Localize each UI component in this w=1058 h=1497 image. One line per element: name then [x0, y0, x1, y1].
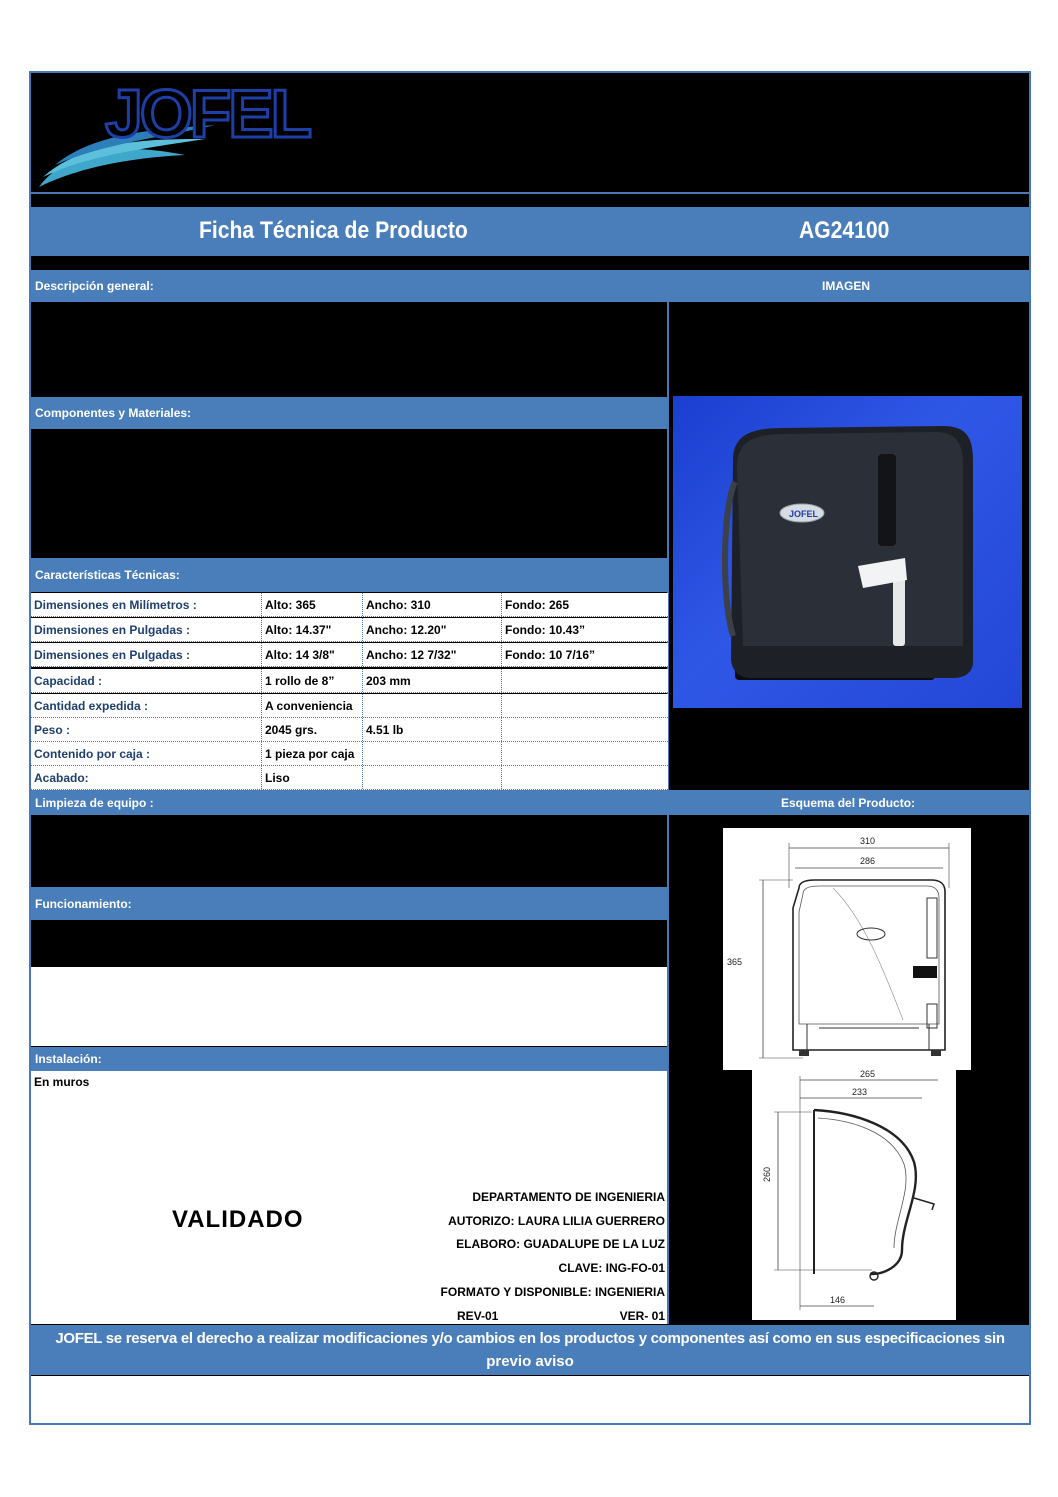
dim-width-outer: 310: [860, 836, 876, 846]
spec-value: Fondo: 10.43”: [501, 618, 668, 641]
spec-value: A conveniencia: [261, 694, 362, 717]
section-header-caracteristicas: Características Técnicas:: [31, 558, 667, 592]
spec-value: 203 mm: [362, 669, 501, 692]
logo-area: [31, 73, 1029, 194]
section-label-imagen: IMAGEN: [822, 279, 870, 293]
spec-value: Fondo: 265: [501, 593, 668, 616]
dim-bottom: 146: [830, 1295, 846, 1305]
spec-value: [501, 742, 668, 765]
spec-value: Liso: [261, 766, 362, 789]
spec-label: Cantidad expedida :: [34, 698, 149, 713]
spec-value: Ancho: 12.20": [362, 618, 501, 641]
spec-value: [501, 766, 668, 789]
schematic-side: [752, 1070, 956, 1320]
section-header-descripcion: [31, 270, 1029, 302]
dim-width-inner: 286: [860, 856, 876, 866]
validation-rev: REV-01: [457, 1309, 499, 1323]
spec-value: Alto: 365: [261, 593, 362, 616]
section-label-descripcion: Descripción general:: [35, 279, 154, 293]
schematic-front: [723, 828, 971, 1070]
product-code: AG24100: [799, 217, 890, 244]
spec-value: [501, 669, 668, 692]
dim-depth-inner: 233: [852, 1087, 868, 1097]
title-bar: [31, 207, 1029, 256]
spec-label: Contenido por caja :: [34, 746, 151, 761]
spec-value: [501, 718, 668, 741]
dim-height: 365: [727, 957, 743, 967]
product-image: [673, 396, 1022, 708]
section-header-funcionamiento: Funcionamiento:: [31, 887, 667, 920]
spec-value: [362, 766, 501, 789]
table-row: [31, 694, 668, 718]
section-label-esquema: Esquema del Producto:: [781, 795, 916, 810]
validado-stamp: VALIDADO: [172, 1206, 304, 1233]
footer-notice-line2: previo aviso: [486, 1353, 574, 1370]
spec-label: Capacidad :: [34, 673, 103, 688]
validation-elaboro: ELABORO: GUADALUPE DE LA LUZ: [456, 1237, 665, 1251]
table-row: [31, 718, 668, 742]
spec-value: Ancho: 310: [362, 593, 501, 616]
validation-ver: VER- 01: [619, 1309, 665, 1323]
section-label-limpieza: Limpieza de equipo :: [35, 795, 154, 810]
table-row: [31, 742, 668, 766]
page-title: Ficha Técnica de Producto: [199, 217, 468, 244]
validation-clave: CLAVE: ING-FO-01: [558, 1261, 665, 1275]
spec-value: 1 pieza por caja: [261, 742, 362, 765]
section-header-instalacion: Instalación:: [31, 1047, 667, 1071]
table-row: [31, 593, 668, 617]
spec-value: Alto: 14.37": [261, 618, 362, 641]
table-row: [31, 766, 668, 790]
spec-value: [362, 694, 501, 717]
spec-value: [362, 742, 501, 765]
spec-label: Dimensiones en Milímetros :: [34, 597, 197, 612]
table-row: [31, 669, 668, 693]
spec-label: Peso :: [34, 722, 71, 737]
footer-notice-line1: JOFEL se reserva el derecho a realizar modificaciones y/o cambios en los productos y componentes así como en sus especificaciones sin: [55, 1330, 1005, 1347]
spec-value: Fondo: 10 7/16”: [501, 643, 668, 666]
instalacion-value: En muros: [34, 1075, 90, 1089]
spec-value: Alto: 14 3/8": [261, 643, 362, 666]
table-row: [31, 643, 668, 667]
section-header-limpieza: [31, 790, 1029, 815]
spec-value: 2045 grs.: [261, 718, 362, 741]
validation-autorizo: AUTORIZO: LAURA LILIA GUERRERO: [448, 1214, 665, 1228]
spec-value: 4.51 lb: [362, 718, 501, 741]
product-brand-label: JOFEL: [789, 509, 819, 519]
spec-label: Dimensiones en Pulgadas :: [34, 622, 191, 637]
spec-value: [501, 694, 668, 717]
section-header-componentes: Componentes y Materiales:: [31, 397, 667, 429]
dim-height-side: 260: [762, 1166, 772, 1182]
footer-notice: [31, 1325, 1029, 1375]
footer-blank: [31, 1376, 1029, 1423]
logo-text: JOFEL: [105, 76, 310, 152]
spec-label: Dimensiones en Pulgadas :: [34, 647, 191, 662]
spec-label: Acabado:: [34, 770, 89, 785]
table-row: [31, 618, 668, 642]
dim-depth-outer: 265: [860, 1070, 876, 1079]
validation-departamento: DEPARTAMENTO DE INGENIERIA: [472, 1190, 665, 1204]
funcionamiento-blank: [31, 967, 667, 1046]
validation-formato: FORMATO Y DISPONIBLE: INGENIERIA: [440, 1285, 665, 1299]
spec-value: 1 rollo de 8”: [261, 669, 362, 692]
instalacion-content: [31, 1071, 667, 1324]
spec-value: Ancho: 12 7/32": [362, 643, 501, 666]
